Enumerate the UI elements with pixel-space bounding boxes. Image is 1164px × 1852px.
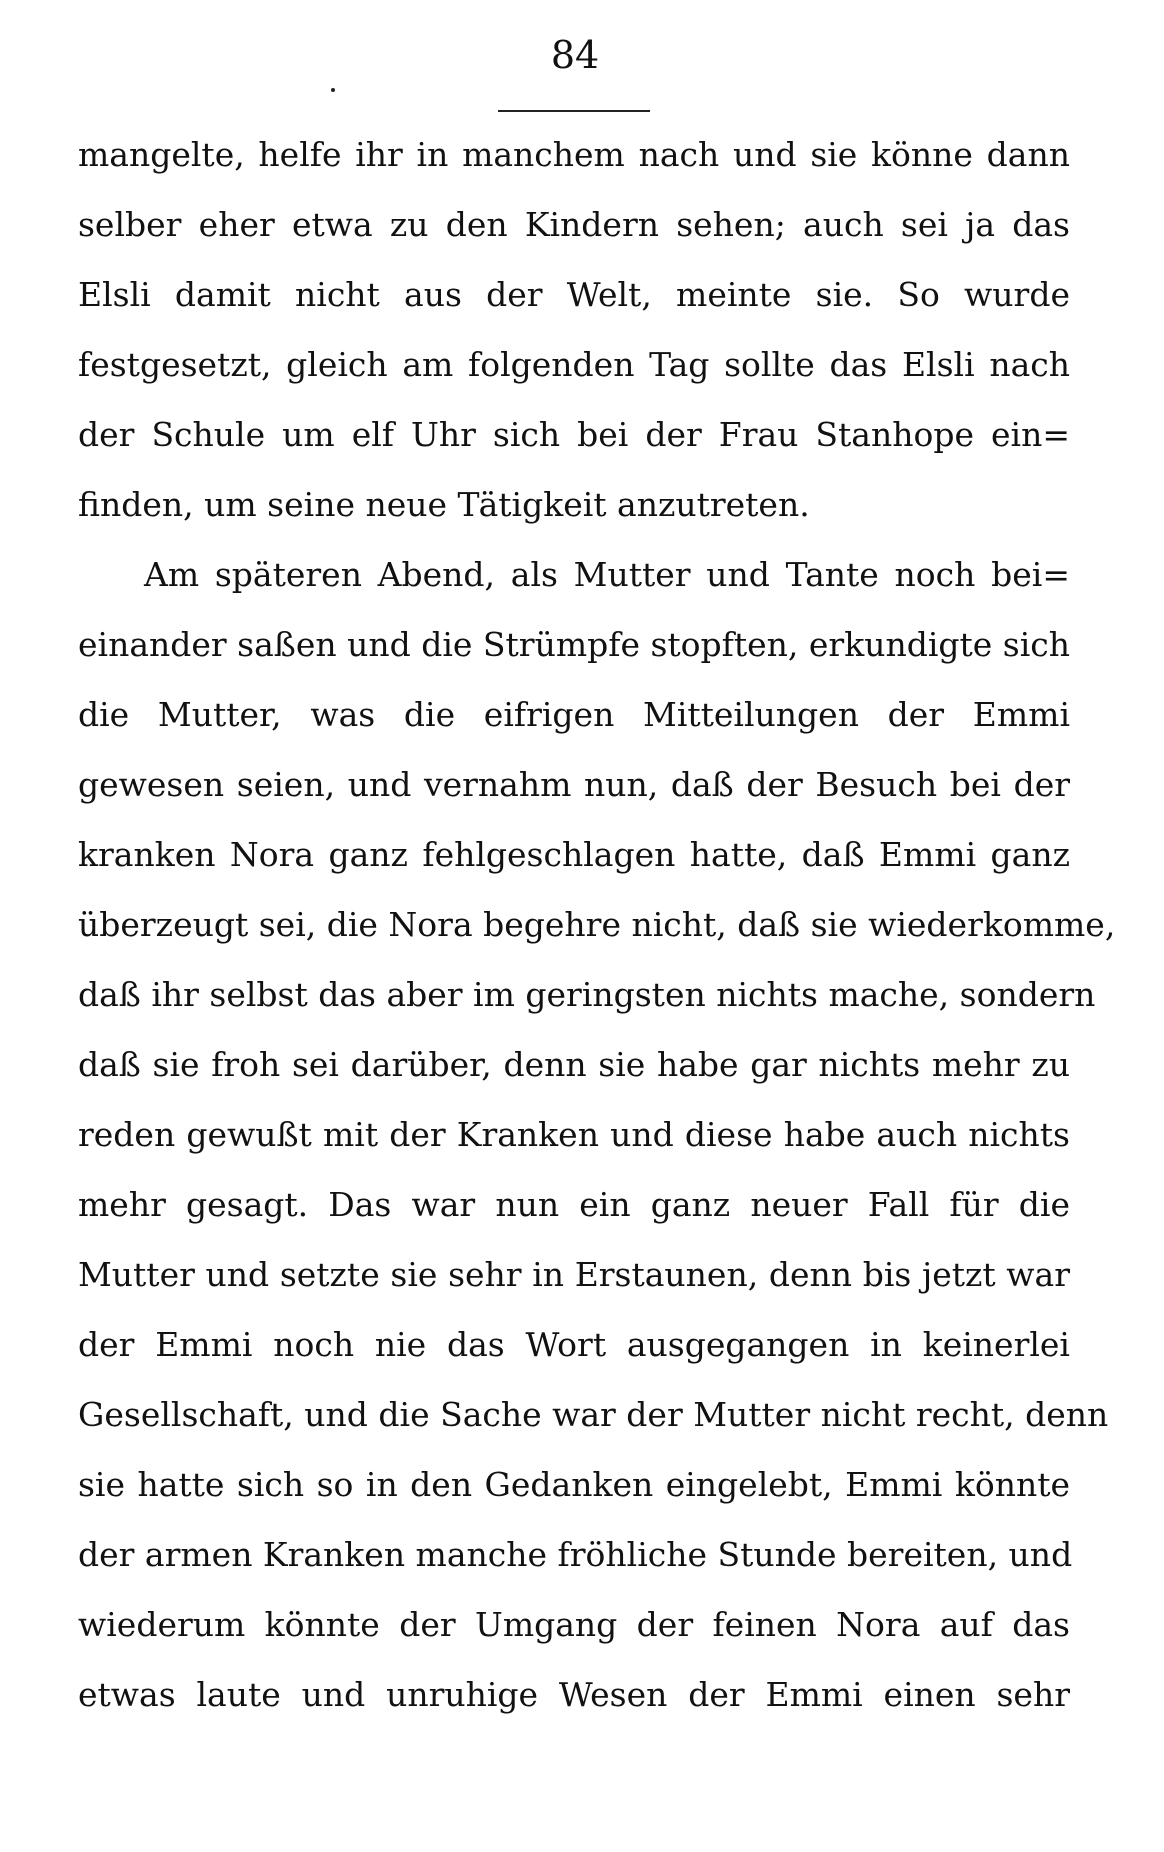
text-line: der Emmi noch nie das Wort ausgegangen in keinerlei xyxy=(78,1325,1070,1364)
text-line: wiederum könnte der Umgang der feinen Nora auf das xyxy=(78,1605,1070,1644)
text-line: mangelte, helfe ihr in manchem nach und sie könne dann xyxy=(78,135,1070,174)
text-line: selber eher etwa zu den Kindern sehen; auch sei ja das xyxy=(78,205,1070,244)
header-rule xyxy=(498,110,650,112)
text-line: überzeugt sei, die Nora begehre nicht, daß sie wiederkomme, xyxy=(78,905,1116,944)
text-line: daß ihr selbst das aber im geringsten nichts mache, sondern xyxy=(78,975,1096,1014)
text-line: gewesen seien, und vernahm nun, daß der Besuch bei der xyxy=(78,765,1070,804)
page-number: 84 xyxy=(550,33,600,77)
text-line: Elsli damit nicht aus der Welt, meinte sie. So wurde xyxy=(78,275,1070,314)
page-header xyxy=(0,30,1164,90)
text-line: der armen Kranken manche fröhliche Stunde bereiten, und xyxy=(78,1535,1073,1574)
body-text xyxy=(78,120,1116,1730)
text-line: Am späteren Abend, als Mutter und Tante noch bei= xyxy=(144,555,1070,594)
text-line: finden, um seine neue Tätigkeit anzutreten. xyxy=(78,485,810,524)
text-line: reden gewußt mit der Kranken und diese habe auch nichts xyxy=(78,1115,1070,1154)
text-line: mehr gesagt. Das war nun ein ganz neuer Fall für die xyxy=(78,1185,1070,1224)
text-line: die Mutter, was die eifrigen Mitteilungen der Emmi xyxy=(78,695,1070,734)
text-line: einander saßen und die Strümpfe stopften, erkundigte sich xyxy=(78,625,1071,664)
text-line: sie hatte sich so in den Gedanken eingelebt, Emmi könnte xyxy=(78,1465,1070,1504)
text-line: festgesetzt, gleich am folgenden Tag sollte das Elsli nach xyxy=(78,345,1070,384)
text-line: etwas laute und unruhige Wesen der Emmi einen sehr xyxy=(78,1675,1070,1714)
text-line: Gesellschaft, und die Sache war der Mutter nicht recht, denn xyxy=(78,1395,1109,1434)
text-line: daß sie froh sei darüber, denn sie habe gar nichts mehr zu xyxy=(78,1045,1070,1084)
text-line: der Schule um elf Uhr sich bei der Frau Stanhope ein= xyxy=(78,415,1070,454)
ink-speck xyxy=(331,88,335,92)
text-line: Mutter und setzte sie sehr in Erstaunen, denn bis jetzt war xyxy=(78,1255,1070,1294)
text-line: kranken Nora ganz fehlgeschlagen hatte, daß Emmi ganz xyxy=(78,835,1070,874)
